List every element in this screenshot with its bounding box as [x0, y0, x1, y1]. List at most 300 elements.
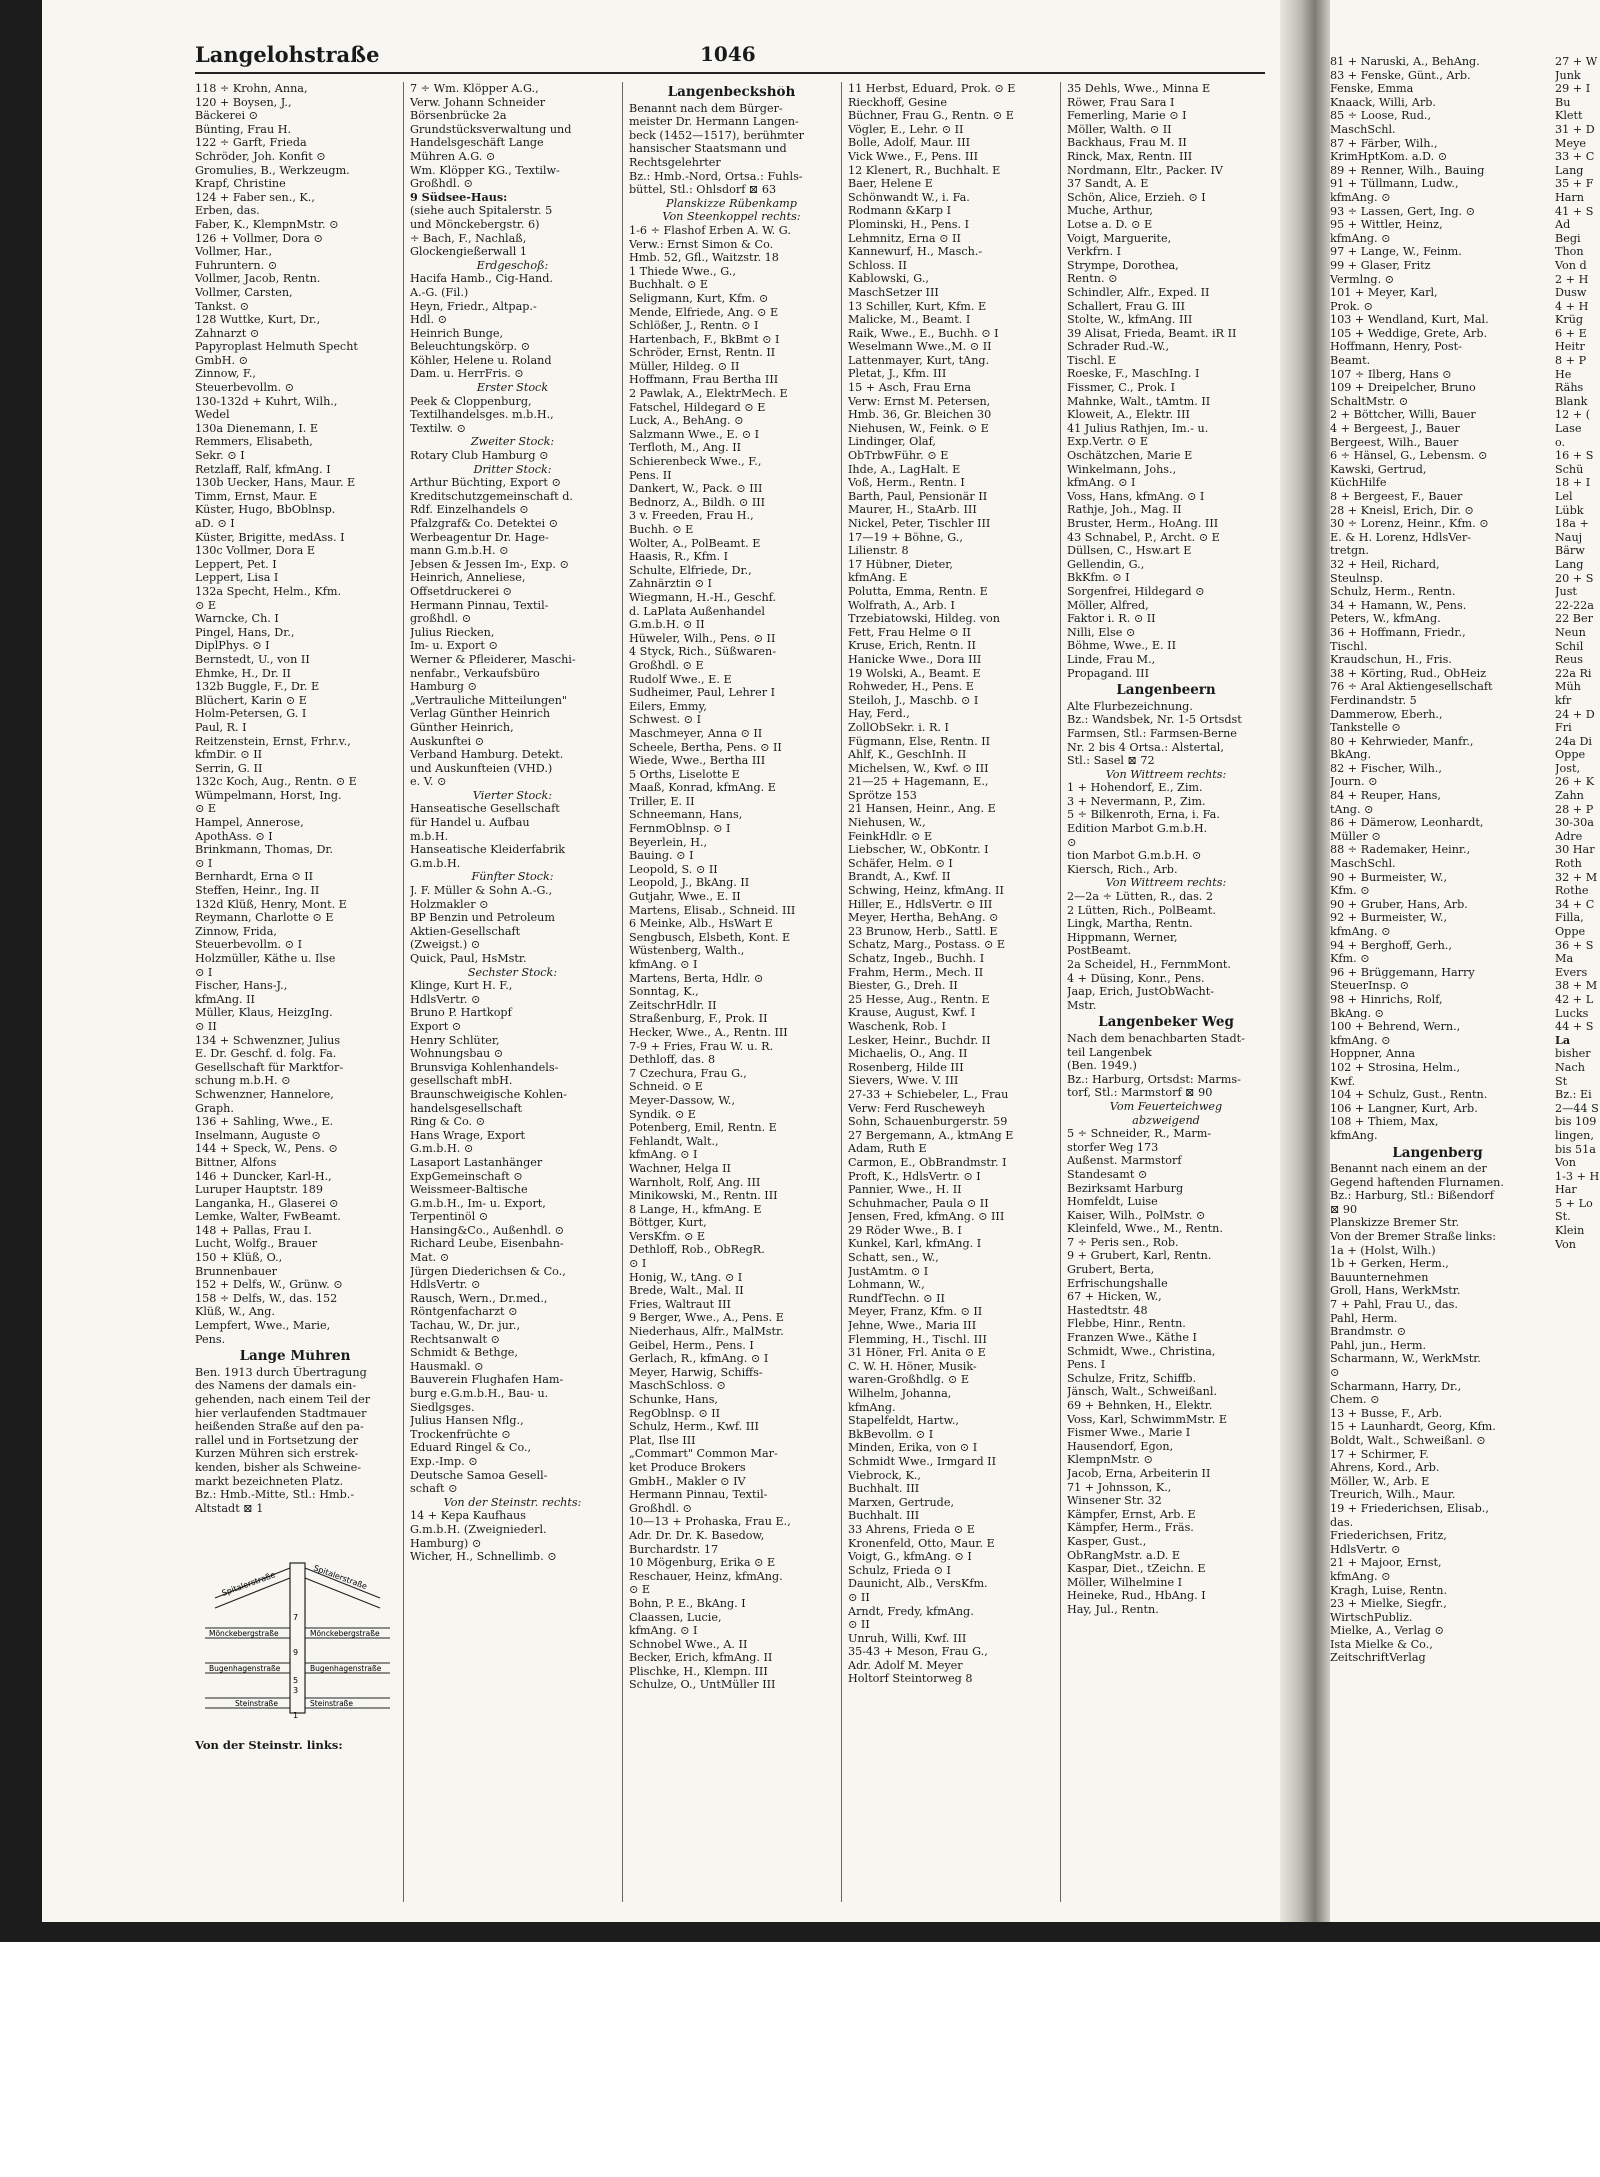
directory-entry-line: Schatz, Marg., Postass. ⊙ E — [848, 938, 1006, 952]
directory-entry-line: Lemke, Walter, FwBeamt. — [195, 1210, 341, 1224]
directory-entry-line: Minikowski, M., Rentn. III — [629, 1189, 778, 1203]
directory-entry-line: 43 Schnabel, P., Archt. ⊙ E — [1067, 530, 1220, 544]
directory-entry-line: Hampel, Annerose, — [195, 816, 304, 830]
directory-entry-line: Schulz, Frieda ⊙ I — [848, 1563, 951, 1577]
directory-entry-fragment: Nach — [1555, 1060, 1585, 1074]
directory-entry-line: Bz.: Harburg, Stl.: Bißendorf — [1330, 1189, 1494, 1203]
directory-entry-line: 11 Herbst, Eduard, Prok. ⊙ E — [848, 82, 1016, 95]
directory-entry-line: KüchHilfe — [1330, 476, 1387, 490]
directory-entry-line: Knaack, Willi, Arb. — [1330, 95, 1436, 109]
directory-entry-fragment: 35 + F — [1555, 177, 1594, 191]
directory-entry-line: 34 + Hamann, W., Pens. — [1330, 598, 1467, 612]
directory-entry-line: kfmAng. ⊙ I — [629, 958, 698, 971]
directory-entry-line: Eilers, Emmy, — [629, 699, 707, 713]
directory-entry-line: Sekr. ⊙ I — [195, 449, 245, 463]
directory-entry-line: ⊙ II — [848, 1590, 870, 1604]
directory-entry-line: Triller, E. II — [629, 794, 695, 808]
directory-entry-line: Fenske, Emma — [1330, 82, 1414, 96]
directory-entry-line: rallel und in Fortsetzung der — [195, 1433, 359, 1447]
directory-entry-line: kfmAng. ⊙ — [1330, 1569, 1391, 1583]
directory-entry-line: Kablowski, G., — [848, 272, 929, 286]
directory-entry-line: 17 Hübner, Dieter, — [848, 557, 953, 571]
directory-entry-line: Schönwandt W., i. Fa. — [848, 190, 970, 204]
directory-entry-line: 107 ÷ Ilberg, Hans ⊙ — [1330, 367, 1452, 381]
directory-entry-line: 32 + Heil, Richard, — [1330, 557, 1440, 571]
directory-entry-line: 92 + Burmeister, W., — [1330, 911, 1448, 925]
directory-entry-line: Von Steenkoppel rechts: — [662, 210, 801, 224]
directory-entry-line: 132b Buggle, F., Dr. E — [195, 680, 320, 694]
directory-entry-line: Schulz, Herm., Rentn. — [1330, 585, 1456, 599]
directory-entry-line: Werner & Pfleiderer, Maschi- — [410, 652, 576, 666]
directory-entry-line: Sonntag, K., — [629, 985, 699, 999]
directory-entry-fragment: Oppe — [1555, 925, 1586, 938]
directory-entry-fragment: Roth — [1555, 857, 1582, 871]
directory-entry-line: Groll, Hans, WerkMstr. — [1330, 1284, 1461, 1298]
directory-entry-line: Dammerow, Eberh., — [1330, 707, 1443, 721]
directory-entry-line: Flemming, H., Tischl. III — [848, 1332, 987, 1346]
directory-entry-line: SchaltMstr. ⊙ — [1330, 394, 1409, 408]
directory-entry-line: Backhaus, Frau M. II — [1067, 136, 1187, 150]
directory-entry-line: Brunsviga Kohlenhandels- — [410, 1060, 559, 1074]
directory-entry-fragment: 31 + D — [1555, 122, 1595, 136]
directory-entry-line: 130c Vollmer, Dora E — [195, 544, 316, 558]
directory-entry-line: Rudolf Wwe., E. E — [629, 672, 732, 686]
directory-entry-line: Exp.Vertr. ⊙ E — [1067, 435, 1149, 449]
directory-page — [195, 38, 1265, 1918]
directory-entry-line: Liebscher, W., ObKontr. I — [848, 843, 989, 857]
directory-entry-line: Michaelis, O., Ang. II — [848, 1047, 968, 1061]
directory-entry-line: 105 + Weddige, Grete, Arb. — [1330, 326, 1488, 340]
directory-entry-line: ⊙ I — [195, 965, 213, 979]
directory-entry-line: Tachau, W., Dr. jur., — [410, 1319, 521, 1333]
directory-entry-line: Hoppner, Anna — [1330, 1047, 1416, 1061]
directory-entry-line: Kfm. ⊙ — [1330, 884, 1370, 898]
directory-entry-line: Schatz, Ingeb., Buchh. I — [848, 952, 985, 965]
directory-entry-line: Weissmeer-Baltische — [410, 1183, 528, 1197]
directory-entry-line: Pannier, Wwe., H. II — [848, 1183, 962, 1197]
directory-entry-line: 38 + Körting, Rud., ObHeiz — [1330, 666, 1487, 680]
directory-entry-line: Fissmer, C., Prok. I — [1067, 381, 1176, 395]
directory-entry-line: Henry Schlüter, — [410, 1033, 500, 1047]
directory-entry-fragment: 6 + E — [1555, 326, 1587, 340]
directory-entry-line: Rathje, Joh., Mag. II — [1067, 503, 1182, 517]
directory-entry-line: Verkfrn. I — [1067, 245, 1122, 259]
directory-entry-line: Verw: Ernst M. Petersen, — [848, 394, 991, 408]
directory-entry-fragment: 4 + H — [1555, 299, 1589, 313]
directory-entry-line: Faber, K., KlempnMstr. ⊙ — [195, 217, 339, 231]
directory-entry-fragment: 22-22a — [1555, 598, 1594, 612]
directory-entry-line: Werbeagentur Dr. Hage- — [410, 530, 549, 544]
directory-entry-line: Martens, Berta, Hdlr. ⊙ — [629, 971, 764, 985]
directory-entry-line: Auskunftei ⊙ — [410, 734, 484, 748]
directory-entry-line: Hans Wrage, Export — [410, 1128, 526, 1142]
directory-entry-line: Von Wittreem rechts: — [1105, 767, 1227, 781]
directory-entry-line: 6 ÷ Hänsel, G., Lebensm. ⊙ — [1330, 449, 1488, 463]
directory-entry-line: Plischke, H., Klempn. III — [629, 1664, 768, 1678]
directory-entry-line: Buchhalt. III — [848, 1509, 920, 1523]
directory-entry-line: beck (1452—1517), berühmter — [629, 128, 804, 142]
map-street-label: Mönckebergstraße — [310, 1629, 380, 1638]
directory-entry-line: 2 Lütten, Rich., PolBeamt. — [1067, 903, 1216, 917]
directory-entry-line: storfer Weg 173 — [1067, 1140, 1159, 1154]
directory-entry-line: m.b.H. — [410, 829, 449, 843]
directory-entry-line: Sudheimer, Paul, Lehrer I — [629, 686, 776, 700]
directory-entry-line: büttel, Stl.: Ohlsdorf ⊠ 63 — [629, 183, 777, 197]
directory-entry-line: Gerlach, R., kfmAng. ⊙ I — [629, 1352, 769, 1366]
directory-entry-line: Pingel, Hans, Dr., — [195, 625, 295, 639]
directory-entry-line: Propagand. III — [1067, 666, 1150, 680]
directory-entry-line: schung m.b.H. ⊙ — [195, 1074, 291, 1088]
map-house-number: 7 — [293, 1613, 299, 1622]
directory-entry-fragment: Dusw — [1555, 286, 1587, 300]
directory-entry-line: Hermann Pinnau, Textil- — [410, 598, 549, 612]
directory-entry-line: nenfabr., Verkaufsbüro — [410, 666, 540, 680]
directory-entry-line: 12 Klenert, R., Buchhalt. E — [848, 163, 1001, 177]
directory-entry-line: ⊙ E — [629, 1583, 651, 1597]
directory-entry-line: MaschSetzer III — [848, 285, 939, 299]
directory-entry-line: 7 + Pahl, Frau U., das. — [1330, 1298, 1458, 1312]
directory-entry-line: Bz.: Wandsbek, Nr. 1-5 Ortsdst — [1067, 713, 1242, 727]
directory-entry-fragment: Klein — [1555, 1224, 1585, 1238]
directory-entry-fragment: 18a + — [1555, 517, 1589, 531]
directory-entry-line: Jürgen Diederichsen & Co., — [410, 1264, 566, 1278]
directory-entry-line: Vögler, E., Lehr. ⊙ II — [848, 122, 964, 136]
directory-entry-line: kfmAng. ⊙ I — [629, 1148, 698, 1162]
directory-entry-line: gehenden, nach einem Teil der — [195, 1393, 371, 1406]
directory-entry-line: Schindler, Alfr., Exped. II — [1067, 285, 1210, 299]
directory-entry-line: E. & H. Lorenz, HdlsVer- — [1330, 530, 1472, 544]
book-gutter — [1280, 0, 1330, 1942]
directory-entry-line: Verw. Johann Schneider — [410, 95, 546, 109]
directory-entry-line: „Commart" Common Mar- — [629, 1447, 778, 1461]
directory-entry-line: Pens. — [195, 1332, 226, 1346]
directory-entry-line: 106 + Langner, Kurt, Arb. — [1330, 1101, 1478, 1115]
directory-entry-line: Adam, Ruth E — [848, 1142, 927, 1156]
directory-entry-line: Bohn, P. E., BkAng. I — [629, 1596, 746, 1610]
directory-entry-line: Friederichsen, Fritz, — [1330, 1529, 1447, 1543]
directory-entry-line: Holm-Petersen, G. I — [195, 707, 307, 721]
street-heading: Langenbeckshöh — [667, 86, 796, 100]
directory-entry-fragment: 2—44 S — [1555, 1101, 1599, 1115]
directory-entry-line: 97 + Lange, W., Feinm. — [1330, 245, 1462, 259]
directory-entry-line: 27-33 + Schiebeler, L., Frau — [848, 1087, 1009, 1101]
directory-entry-fragment: 22 Ber — [1555, 612, 1593, 626]
directory-entry-line: Möller, Walth. ⊙ II — [1067, 122, 1172, 136]
directory-entry-line: Arthur Büchting, Export ⊙ — [410, 476, 561, 490]
directory-entry-line: Gesellschaft für Marktfor- — [195, 1060, 344, 1074]
directory-entry-line: Schulte, Elfriede, Dr., — [629, 563, 752, 577]
directory-entry-line: Möller, W., Arb. E — [1330, 1474, 1430, 1488]
directory-entry-line: ⊙ I — [195, 856, 213, 870]
directory-entry-line: Trzebiatowski, Hildeg. von — [848, 612, 1000, 626]
directory-entry-line: 19 Wolski, A., Beamt. E — [848, 666, 981, 680]
directory-entry-line: handelsgesellschaft — [410, 1101, 523, 1115]
directory-entry-line: gesellschaft mbH. — [410, 1074, 513, 1088]
directory-column-2 — [410, 82, 615, 1912]
directory-entry-line: Vollmer, Har., — [195, 245, 273, 259]
directory-entry-line: Möller, Alfred, — [1067, 598, 1149, 612]
directory-entry-fragment: Ma — [1555, 952, 1574, 966]
directory-entry-line: 21 Hansen, Heinr., Ang. E — [848, 802, 996, 816]
directory-entry-line: Bittner, Alfons — [195, 1155, 277, 1169]
directory-entry-line: Wüstenberg, Walth., — [629, 944, 745, 958]
directory-entry-line: 7 ÷ Peris sen., Rob. — [1067, 1235, 1179, 1249]
map-street-label: Bugenhagenstraße — [209, 1664, 281, 1673]
directory-entry-line: 3 v. Freeden, Frau H., — [629, 509, 754, 523]
directory-entry-line: Voss, Karl, SchwimmMstr. E — [1067, 1412, 1228, 1426]
directory-entry-line: J. F. Müller & Sohn A.-G., — [410, 884, 553, 898]
directory-entry-line: Schäfer, Helm. ⊙ I — [848, 856, 953, 870]
directory-entry-line: BkKfm. ⊙ I — [1067, 571, 1130, 585]
directory-entry-line: 8 + Bergeest, F., Bauer — [1330, 490, 1463, 503]
directory-entry-line: G.m.b.H. — [410, 856, 461, 870]
directory-entry-line: 27 Bergemann, A., ktmAng E — [848, 1128, 1014, 1142]
directory-entry-line: Glockengießerwall 1 — [410, 245, 527, 259]
directory-entry-line: Trockenfrüchte ⊙ — [410, 1427, 511, 1441]
directory-entry-line: kfmAng. ⊙ — [1330, 231, 1391, 245]
directory-entry-line: Erfrischungshalle — [1067, 1276, 1168, 1290]
directory-entry-fragment: Von — [1555, 1156, 1576, 1170]
directory-entry-line: Jaap, Erich, JustObWacht- — [1067, 985, 1214, 999]
directory-entry-line: 9 + Grubert, Karl, Rentn. — [1067, 1249, 1212, 1263]
directory-entry-fragment: Blank — [1555, 394, 1588, 408]
directory-entry-line: Standesamt ⊙ — [1067, 1167, 1148, 1181]
directory-entry-line: Grundstücksverwaltung und — [410, 122, 572, 136]
directory-entry-line: Minden, Erika, von ⊙ I — [848, 1441, 978, 1455]
directory-entry-line: kfmAng. ⊙ I — [1067, 476, 1136, 490]
directory-entry-line: 103 + Wendland, Kurt, Mal. — [1330, 313, 1489, 327]
directory-entry-fragment: Lang — [1555, 557, 1584, 571]
directory-entry-line: VersKfm. ⊙ E — [629, 1229, 706, 1243]
directory-entry-line: Steuerbevollm. ⊙ I — [195, 938, 303, 952]
directory-entry-line: MaschSchl. — [1330, 122, 1396, 136]
directory-entry-line: 21—25 + Hagemann, E., — [848, 775, 989, 789]
directory-entry-line: 134 + Schwenzner, Julius — [195, 1033, 341, 1047]
directory-entry-line: burg e.G.m.b.H., Bau- u. — [410, 1387, 549, 1400]
directory-entry-fragment: 22a Ri — [1555, 666, 1592, 680]
directory-entry-line: 1a + (Holst, Wilh.) — [1330, 1243, 1436, 1257]
directory-entry-line: ket Produce Brokers — [629, 1460, 746, 1474]
directory-entry-fragment: bisher — [1555, 1047, 1591, 1061]
directory-entry-line: 98 + Hinrichs, Rolf, — [1330, 992, 1443, 1006]
directory-entry-line: 4 + Bergeest, J., Bauer — [1330, 422, 1460, 436]
directory-entry-line: Ista Mielke & Co., — [1330, 1637, 1433, 1651]
directory-entry-line: Ahlf, K., GeschInh. II — [848, 748, 967, 762]
directory-entry-line: kfmAng. ⊙ — [1330, 925, 1391, 938]
directory-entry-line: Sohn, Schauenburgerstr. 59 — [848, 1115, 1008, 1129]
directory-entry-line: 122 ÷ Garft, Frieda — [195, 136, 307, 150]
directory-entry-line: Wümpelmann, Horst, Ing. — [195, 788, 342, 802]
directory-entry-line: 23 + Mielke, Siegfr., — [1330, 1597, 1447, 1611]
directory-entry-line: Wiegmann, H.-H., Geschf. — [629, 590, 777, 604]
directory-entry-line: 7 Czechura, Frau G., — [629, 1066, 747, 1080]
directory-entry-line: Malicke, M., Beamt. I — [848, 313, 971, 327]
directory-entry-line: G.m.b.H. (Zweigniederl. — [410, 1522, 547, 1536]
street-heading: Langenbeern — [1116, 684, 1216, 698]
map-footer: Von der Steinstr. links: — [195, 1738, 343, 1752]
directory-entry-line: 95 + Wittler, Heinz, — [1330, 218, 1443, 232]
directory-entry-line: Nr. 2 bis 4 Ortsa.: Alstertal, — [1067, 740, 1224, 754]
directory-entry-line: Hansing&Co., Außenhdl. ⊙ — [410, 1223, 565, 1237]
directory-entry-line: Ring & Co. ⊙ — [410, 1115, 486, 1129]
directory-entry-line: Meyer, Hertha, BehAng. ⊙ — [848, 911, 999, 925]
directory-column-4 — [848, 82, 1053, 1912]
directory-entry-line: Claassen, Lucie, — [629, 1610, 722, 1624]
directory-entry-fragment: Just — [1555, 585, 1577, 599]
directory-entry-line: Kraudschun, H., Fris. — [1330, 653, 1452, 667]
directory-entry-line: 2 Pawlak, A., ElektrMech. E — [629, 387, 788, 401]
directory-entry-line: Brede, Walt., Mal. II — [629, 1284, 744, 1298]
directory-entry-line: Wolter, A., PolBeamt. E — [629, 536, 761, 550]
directory-entry-fragment: 30-30a — [1555, 816, 1594, 830]
directory-entry-line: Hamburg ⊙ — [410, 680, 477, 694]
directory-entry-line: Vom Feuerteichweg — [1109, 1099, 1223, 1113]
directory-entry-line: Becker, Erich, kfmAng. II — [629, 1651, 773, 1665]
directory-entry-line: Schulze, Fritz, Schiffb. — [1067, 1371, 1197, 1385]
directory-entry-line: Großhdl. ⊙ E — [629, 658, 704, 672]
directory-entry-line: Geibel, Herm., Pens. I — [629, 1338, 754, 1352]
directory-entry-line: Adr. Adolf M. Meyer — [848, 1658, 963, 1672]
map-street-label: Spitalerstraße — [312, 1563, 369, 1592]
directory-entry-line: Scharmann, Harry, Dr., — [1330, 1379, 1462, 1393]
directory-entry-line: 93 ÷ Lassen, Gert, Ing. ⊙ — [1330, 204, 1476, 218]
directory-entry-line: Düllsen, C., Hsw.art E — [1067, 544, 1192, 558]
directory-entry-line: Schwing, Heinz, kfmAng. II — [848, 884, 1004, 898]
directory-entry-line: Schmidt & Bethge, — [410, 1346, 518, 1360]
directory-entry-fragment: Nauj — [1555, 530, 1583, 544]
directory-entry-line: Heinrich, Anneliese, — [410, 571, 526, 585]
directory-entry-line: Planskizze Bremer Str. — [1330, 1216, 1460, 1230]
scan-border-left — [0, 0, 42, 1942]
directory-entry-line: Heyn, Friedr., Altpap.- — [410, 299, 537, 313]
directory-entry-line: 4 Styck, Rich., Süßwaren- — [629, 645, 776, 659]
directory-entry-line: 2—2a ÷ Lütten, R., das. 2 — [1067, 890, 1214, 904]
directory-entry-line: Fügmann, Else, Rentn. II — [848, 734, 991, 748]
directory-entry-line: Bauing. ⊙ I — [629, 849, 694, 863]
directory-entry-line: Im- u. Export ⊙ — [410, 639, 498, 653]
directory-entry-line: 2 + Böttcher, Willi, Bauer — [1330, 408, 1476, 422]
page-header — [195, 38, 1265, 74]
directory-entry-line: Krapf, Christine — [195, 177, 286, 191]
directory-entry-line: Wohnungsbau ⊙ — [410, 1047, 504, 1061]
directory-entry-line: kenden, bisher als Schweine- — [195, 1460, 361, 1474]
directory-entry-line: 13 + Busse, F., Arb. — [1330, 1406, 1443, 1420]
directory-entry-line: Wm. Klöpper KG., Textilw- — [410, 163, 560, 177]
directory-entry-line: 37 Sandt, A. E — [1067, 177, 1149, 191]
directory-entry-line: Polutta, Emma, Rentn. E — [848, 584, 988, 598]
directory-entry-line: Hippmann, Werner, — [1067, 930, 1178, 944]
directory-entry-line: Von der Steinstr. rechts: — [443, 1495, 582, 1509]
directory-entry-line: Homfeldt, Luise — [1067, 1195, 1158, 1209]
directory-entry-line: und Auskunfteien (VHD.) — [410, 761, 553, 775]
directory-entry-line: 39 Alisat, Frieda, Beamt. iR II — [1067, 326, 1237, 340]
directory-entry-line: Niederhaus, Alfr., MalMstr. — [629, 1325, 784, 1339]
directory-entry-line: Wicher, H., Schnellimb. ⊙ — [410, 1550, 557, 1564]
directory-entry-line: Voigt, G., kfmAng. ⊙ I — [848, 1550, 972, 1564]
directory-entry-line: Fett, Frau Helme ⊙ II — [848, 625, 971, 639]
directory-entry-line: kfmAng. E — [848, 571, 908, 585]
directory-entry-line: Fischer, Hans-J., — [195, 979, 288, 993]
directory-entry-line: Frahm, Herm., Mech. II — [848, 965, 984, 979]
directory-entry-line: Klüß, W., Ang. — [195, 1305, 275, 1319]
directory-entry-line: Braunschweigische Kohlen- — [410, 1087, 567, 1101]
directory-entry-line: A.-G. (Fil.) — [410, 285, 469, 299]
directory-entry-line: Grubert, Berta, — [1067, 1263, 1155, 1277]
directory-entry-line: 80 + Kehrwieder, Manfr., — [1330, 734, 1474, 748]
directory-entry-line: Böhme, Wwe., E. II — [1067, 639, 1176, 653]
directory-entry-line: BkAng. ⊙ — [1330, 1006, 1384, 1020]
directory-entry-line: ZeitschriftVerlag — [1330, 1651, 1426, 1665]
directory-entry-line: Steffen, Heinr., Ing. II — [195, 884, 320, 898]
directory-entry-line: Martens, Elisab., Schneid. III — [629, 903, 796, 917]
directory-entry-line: Kragh, Luise, Rentn. — [1330, 1583, 1448, 1597]
directory-entry-line: 124 + Faber sen., K., — [195, 190, 315, 204]
directory-entry-line: Buchh. ⊙ E — [629, 523, 694, 536]
directory-entry-line: Brunnenbauer — [195, 1264, 278, 1278]
directory-entry-line: Handelsgeschäft Lange — [410, 136, 544, 150]
directory-entry-line: 17—19 + Böhne, G., — [848, 530, 963, 544]
directory-entry-line: 31 Höner, Frl. Anita ⊙ E — [848, 1346, 986, 1360]
directory-entry-line: Bz.: Hmb.-Mitte, Stl.: Hmb.- — [195, 1488, 355, 1502]
directory-entry-fragment: Jost, — [1555, 761, 1581, 775]
directory-entry-line: Adr. Dr. Dr. K. Basedow, — [629, 1528, 765, 1542]
directory-entry-line: Zinnow, F., — [195, 367, 256, 381]
directory-entry-line: ⊙ II — [848, 1618, 870, 1632]
directory-entry-line: 88 ÷ Rademaker, Heinr., — [1330, 843, 1471, 857]
directory-entry-line: Rechtsanwalt ⊙ — [410, 1332, 500, 1346]
directory-entry-line: 15 + Asch, Frau Erna — [848, 381, 972, 395]
directory-entry-line: Erster Stock — [476, 381, 549, 395]
directory-entry-line: Gromulies, B., Werkzeugm. — [195, 163, 350, 177]
directory-entry-line: 6 Meinke, Alb., HsWart E — [629, 917, 773, 931]
directory-entry-line: Hanseatische Kleiderfabrik — [410, 843, 566, 857]
directory-entry-line: Sechster Stock: — [467, 965, 558, 979]
directory-entry-line: Baer, Helene E — [848, 177, 933, 191]
directory-entry-line: Sengbusch, Elsbeth, Kont. E — [629, 930, 791, 944]
directory-entry-line: MaschSchl. — [1330, 857, 1396, 871]
directory-entry-line: Leopold, S. ⊙ II — [629, 862, 718, 876]
directory-entry-line: Kruse, Erich, Rentn. II — [848, 639, 976, 653]
directory-entry-line: Hermann Pinnau, Textil- — [629, 1488, 768, 1502]
directory-entry-fragment: 42 + L — [1555, 992, 1594, 1006]
directory-entry-line: Lilienstr. 8 — [848, 544, 909, 558]
directory-entry-line: tAng. ⊙ — [1330, 802, 1374, 816]
directory-entry-line: Schröder, Joh. Konfit ⊙ — [195, 149, 326, 163]
directory-entry-line: Terfloth, M., Ang. II — [629, 441, 742, 455]
directory-entry-line: Schatt, sen., W., — [848, 1251, 939, 1265]
directory-entry-line: Kämpfer, Ernst, Arb. E — [1067, 1507, 1196, 1521]
directory-entry-line: Schulze, O., UntMüller III — [629, 1678, 776, 1692]
directory-entry-line: Steiloh, J., Maschb. ⊙ I — [848, 693, 979, 707]
directory-entry-line: für Handel u. Aufbau — [410, 816, 530, 830]
directory-entry-line: Winsener Str. 32 — [1067, 1494, 1162, 1508]
directory-entry-line: 83 + Fenske, Günt., Arb. — [1330, 68, 1471, 82]
directory-entry-line: Rotary Club Hamburg ⊙ — [410, 449, 549, 463]
directory-entry-line: Kämpfer, Herm., Fräs. — [1067, 1521, 1194, 1535]
directory-entry-line: DiplPhys. ⊙ I — [195, 639, 270, 653]
directory-entry-fragment: 26 + K — [1555, 775, 1595, 789]
directory-entry-line: Küster, Hugo, BbOblnsp. — [195, 503, 336, 517]
directory-entry-fragment: bis 109 — [1555, 1115, 1597, 1129]
directory-entry-line: 148 + Pallas, Frau I. — [195, 1223, 312, 1237]
directory-entry-line: teil Langenbek — [1067, 1045, 1152, 1059]
directory-entry-line: ÷ Bach, F., Nachlaß, — [410, 231, 527, 245]
directory-entry-fragment: Schil — [1555, 639, 1584, 653]
directory-entry-line: Ferdinandstr. 5 — [1330, 693, 1417, 707]
directory-entry-line: Wachner, Helga II — [629, 1161, 731, 1175]
directory-entry-line: Fismer Wwe., Marie I — [1067, 1426, 1191, 1440]
directory-entry-fragment: Har — [1555, 1183, 1577, 1197]
